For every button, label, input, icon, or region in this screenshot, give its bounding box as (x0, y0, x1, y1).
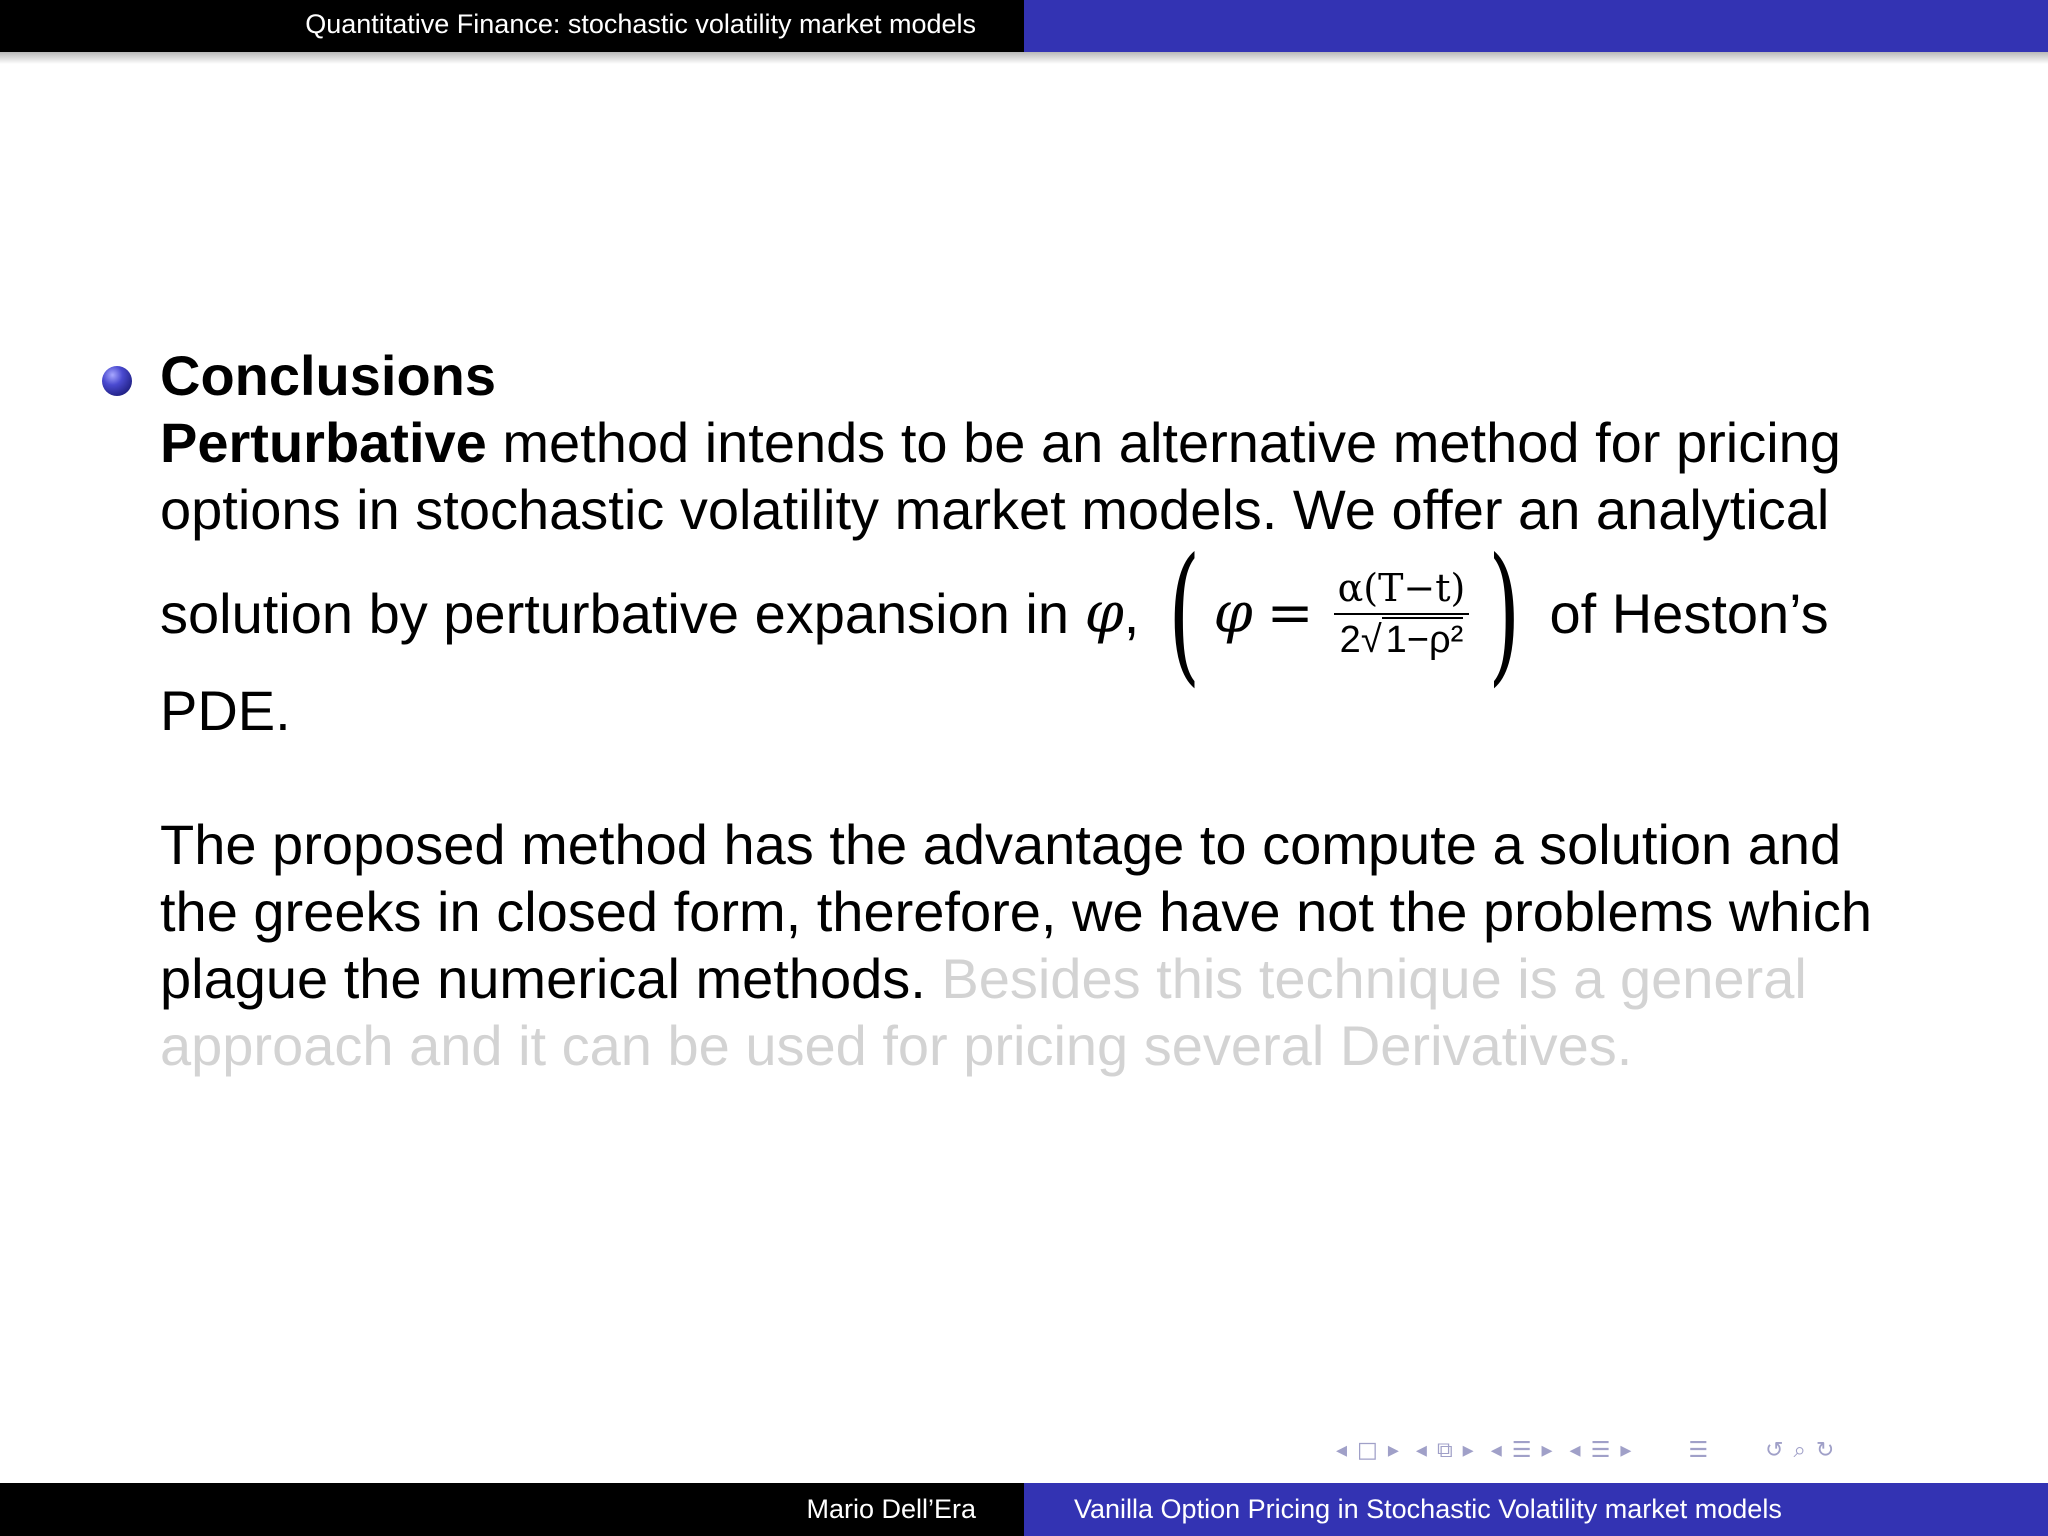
align-icon[interactable]: ☰ (1688, 1438, 1709, 1463)
header-shadow (0, 52, 2048, 64)
left-paren-icon: ( (1168, 527, 1201, 702)
footer-right (1024, 1483, 2048, 1536)
fraction-denominator (1340, 615, 1464, 663)
footer-author: Mario Dell’Era (806, 1494, 976, 1524)
nav-right-arrow-icon[interactable]: ▸ (1462, 1438, 1474, 1463)
bullet-icon (102, 366, 132, 396)
text-span: solution by perturbative expansion in (160, 582, 1085, 646)
search-icon[interactable]: ⌕ (1793, 1438, 1806, 1463)
nav-right-arrow-icon[interactable]: ▸ (1541, 1438, 1553, 1463)
section-icon[interactable]: ☰ (1511, 1438, 1532, 1463)
right-paren-icon: ) (1488, 527, 1521, 702)
nav-left-arrow-icon[interactable]: ◂ (1336, 1438, 1348, 1463)
nav-right-arrow-icon[interactable]: ▸ (1620, 1438, 1632, 1463)
fraction-numerator: α(T−t) (1334, 565, 1470, 615)
footer-talk-title: Vanilla Option Pricing in Stochastic Volatility market models (1074, 1494, 1782, 1524)
footer-left (0, 1483, 1024, 1536)
paragraph-line: options in stochastic volatility market models. We offer an analytical (160, 478, 1830, 541)
paragraph-line (160, 409, 1920, 476)
redo-icon[interactable]: ↻ (1815, 1438, 1835, 1463)
text-span: of Heston’s (1549, 582, 1829, 646)
header-left (0, 0, 1024, 52)
sqrt-radicand: 1−ρ² (1382, 617, 1464, 661)
subsection-icon[interactable]: ⧉ (1436, 1438, 1453, 1463)
frame-icon[interactable]: □ (1357, 1438, 1378, 1463)
faded-text: approach and it can be used for pricing several Derivatives. (160, 1014, 1633, 1077)
paragraph-line (160, 945, 1920, 1012)
header-title: Quantitative Finance: stochastic volatility market models (305, 9, 976, 39)
paragraph-gap (160, 744, 1920, 811)
fraction (1334, 565, 1470, 663)
bold-term: Perturbative (160, 411, 487, 474)
equals-sign: = (1266, 581, 1314, 647)
formula-line (160, 527, 1920, 702)
text-span: plague the numerical methods. (160, 947, 926, 1010)
paragraph-line: PDE. (160, 679, 291, 742)
paragraph-line: The proposed method has the advantage to compute a solution and (160, 813, 1842, 876)
slide-content (160, 342, 1920, 1079)
phi-symbol: φ (1213, 581, 1253, 647)
header-bar (0, 0, 2048, 52)
comma: , (1123, 582, 1140, 646)
header-right (1024, 0, 2048, 52)
list-icon[interactable]: ☰ (1590, 1438, 1611, 1463)
faded-text: Besides this technique is a general (925, 947, 1807, 1010)
denominator-coefficient: 2 (1339, 619, 1361, 662)
beamer-navigation (1336, 1438, 1844, 1466)
paragraph-line: the greeks in closed form, therefore, we have not the problems which (160, 880, 1872, 943)
nav-left-arrow-icon[interactable]: ◂ (1569, 1438, 1581, 1463)
undo-icon[interactable]: ↺ (1765, 1438, 1784, 1463)
sqrt-icon: √ (1360, 619, 1382, 662)
nav-left-arrow-icon[interactable]: ◂ (1415, 1438, 1427, 1463)
nav-left-arrow-icon[interactable]: ◂ (1490, 1438, 1502, 1463)
section-heading: Conclusions (160, 344, 497, 407)
nav-right-arrow-icon[interactable]: ▸ (1387, 1438, 1399, 1463)
phi-symbol: φ (1084, 581, 1124, 647)
text-span: method intends to be an alternative method for pricing (486, 411, 1841, 474)
